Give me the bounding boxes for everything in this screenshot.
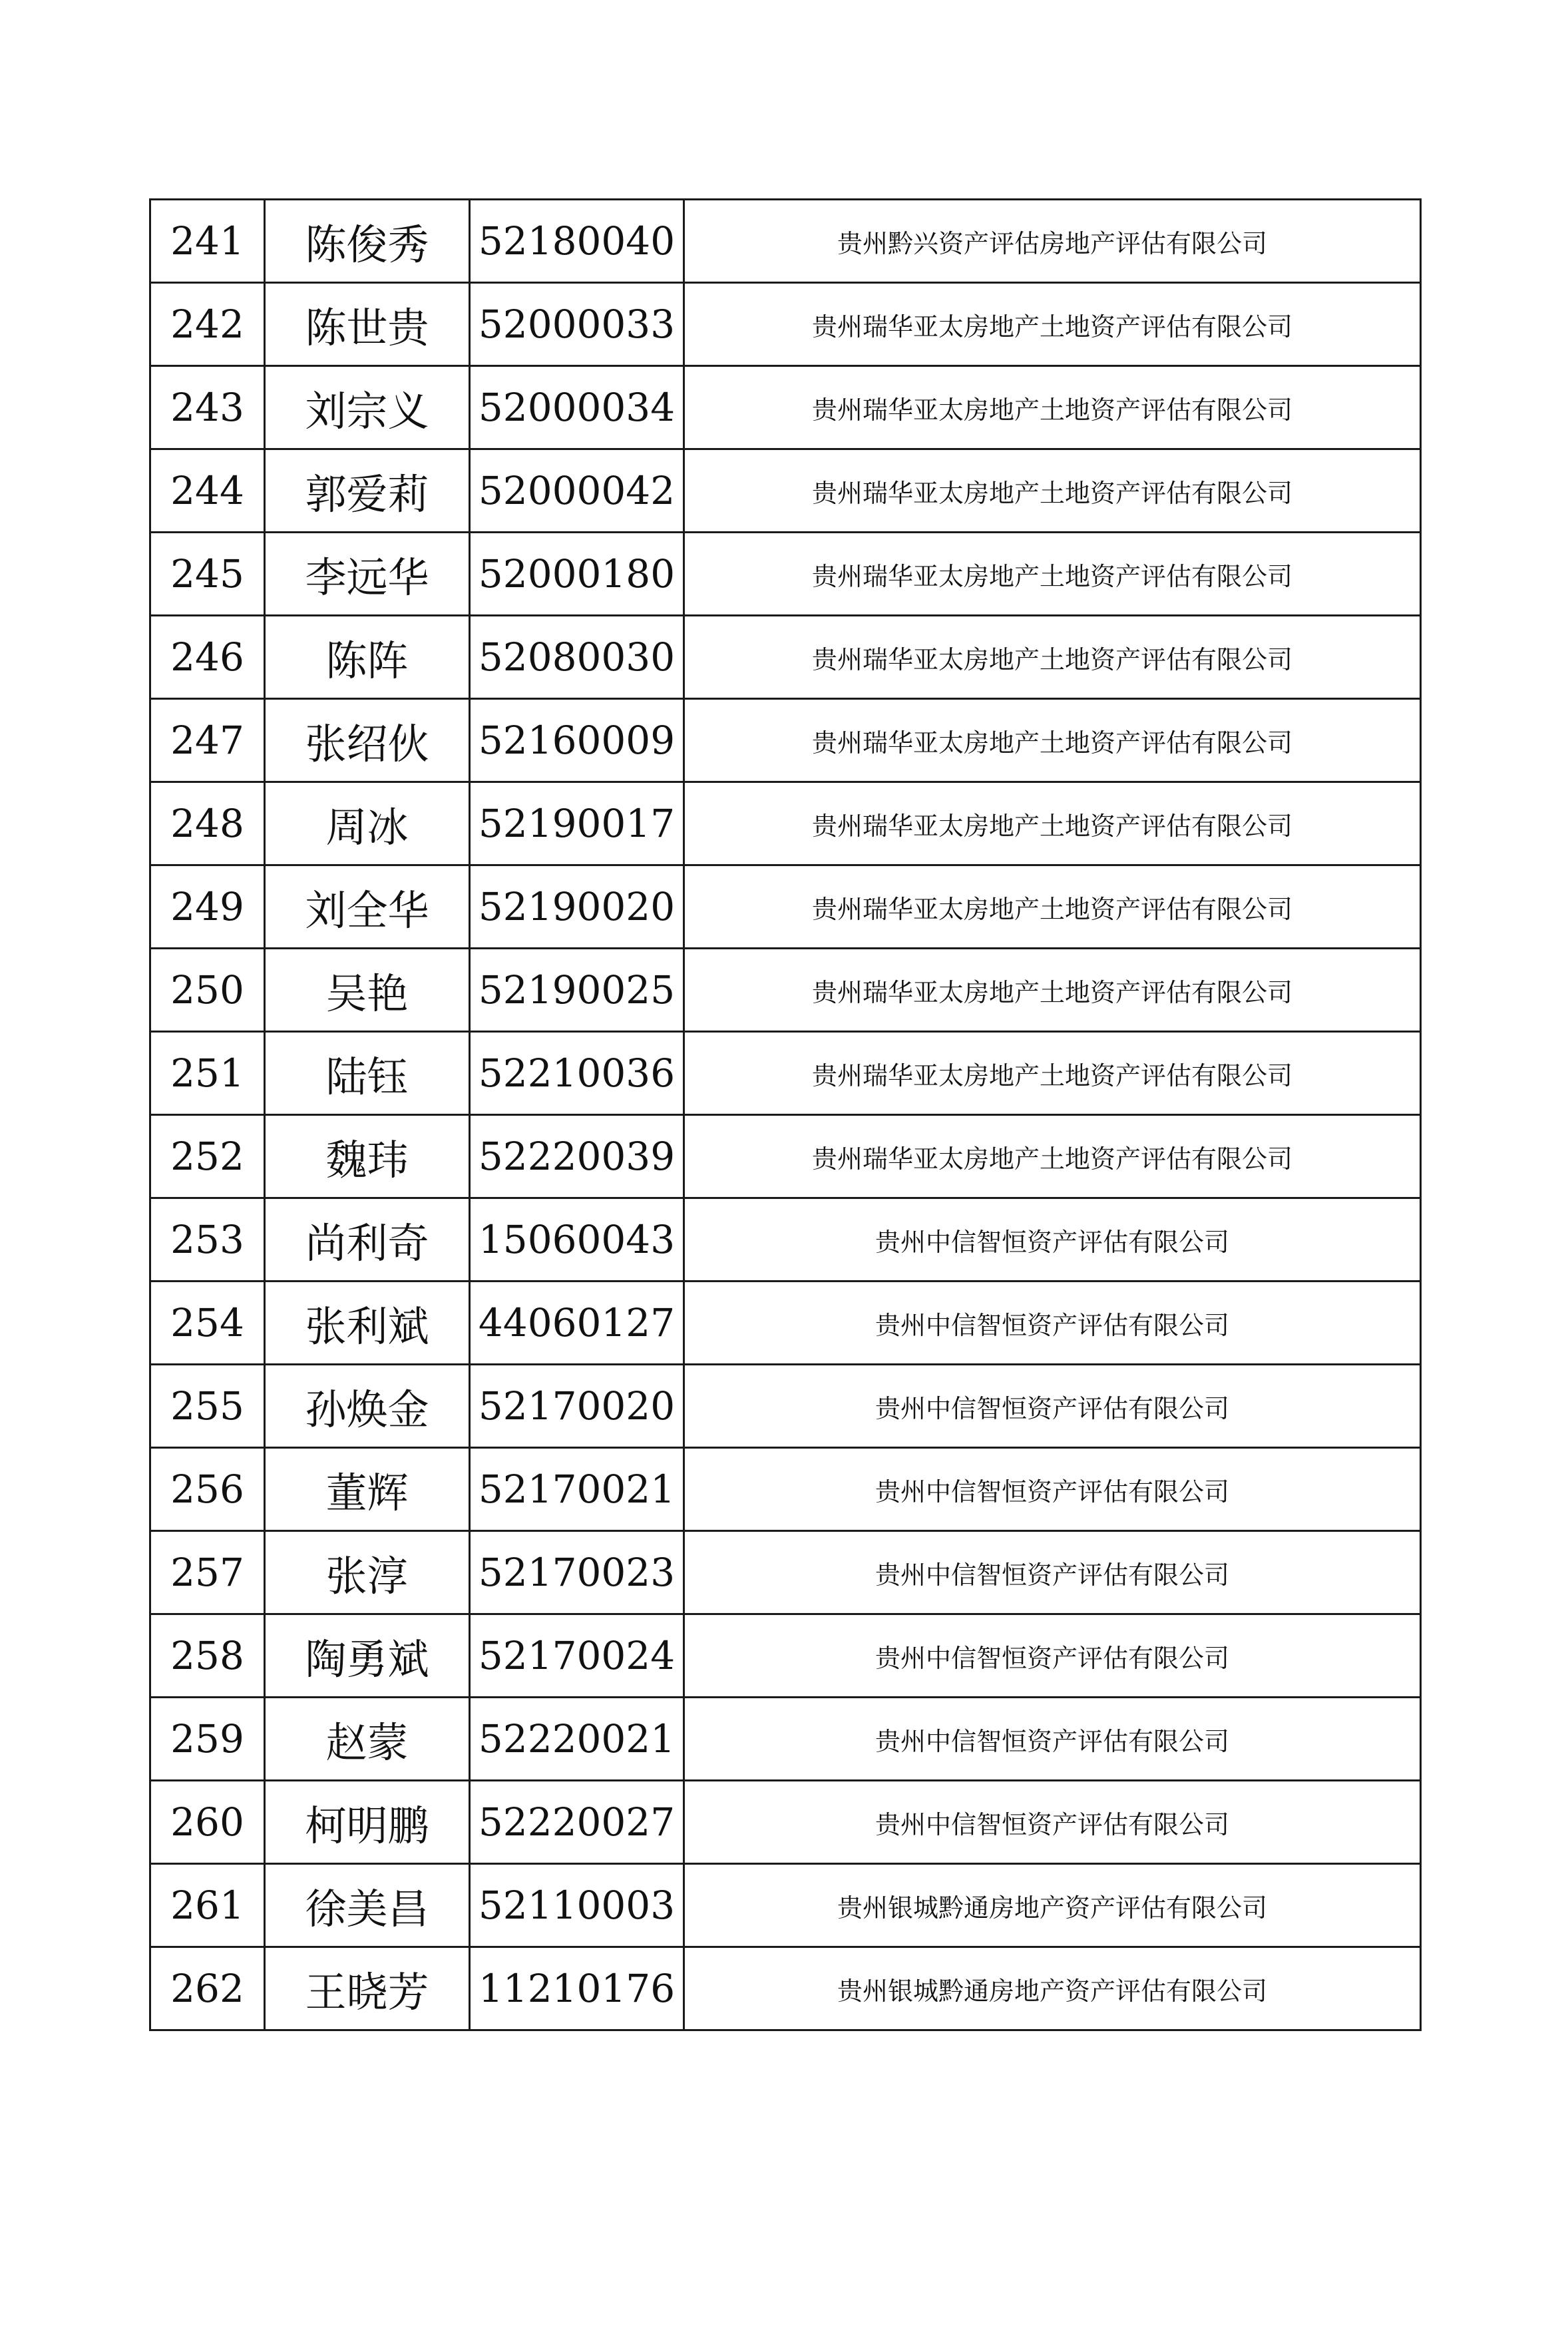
row-number: 246 (150, 616, 265, 699)
person-name: 孙焕金 (265, 1365, 470, 1448)
person-name: 陈阵 (265, 616, 470, 699)
table-row (150, 1282, 1421, 1365)
table-row (150, 1947, 1421, 2030)
table-row (150, 1864, 1421, 1947)
row-number: 259 (150, 1698, 265, 1781)
certificate-number: 52000180 (470, 533, 684, 616)
certificate-number: 15060043 (470, 1198, 684, 1282)
row-number: 244 (150, 449, 265, 533)
person-name: 张利斌 (265, 1282, 470, 1365)
company-name: 贵州银城黔通房地产资产评估有限公司 (684, 1864, 1421, 1947)
row-number: 241 (150, 200, 265, 283)
row-number: 249 (150, 865, 265, 949)
certificate-number: 52180040 (470, 200, 684, 283)
table-row (150, 449, 1421, 533)
certificate-number: 52080030 (470, 616, 684, 699)
row-number: 247 (150, 699, 265, 782)
company-name: 贵州瑞华亚太房地产土地资产评估有限公司 (684, 1115, 1421, 1198)
row-number: 255 (150, 1365, 265, 1448)
row-number: 261 (150, 1864, 265, 1947)
certificate-number: 52170024 (470, 1614, 684, 1698)
row-number: 256 (150, 1448, 265, 1531)
certificate-number: 11210176 (470, 1947, 684, 2030)
certificate-number: 52170023 (470, 1531, 684, 1614)
company-name: 贵州中信智恒资产评估有限公司 (684, 1365, 1421, 1448)
person-name: 陈世贵 (265, 283, 470, 366)
company-name: 贵州瑞华亚太房地产土地资产评估有限公司 (684, 699, 1421, 782)
table-row (150, 1032, 1421, 1115)
person-name: 刘宗义 (265, 366, 470, 449)
table-row (150, 616, 1421, 699)
table-row (150, 1115, 1421, 1198)
company-name: 贵州中信智恒资产评估有限公司 (684, 1282, 1421, 1365)
certificate-number: 52220021 (470, 1698, 684, 1781)
company-name: 贵州瑞华亚太房地产土地资产评估有限公司 (684, 449, 1421, 533)
row-number: 260 (150, 1781, 265, 1864)
table-row (150, 200, 1421, 283)
person-name: 刘全华 (265, 865, 470, 949)
row-number: 253 (150, 1198, 265, 1282)
company-name: 贵州中信智恒资产评估有限公司 (684, 1531, 1421, 1614)
company-name: 贵州中信智恒资产评估有限公司 (684, 1698, 1421, 1781)
table-row (150, 699, 1421, 782)
person-name: 吴艳 (265, 949, 470, 1032)
company-name: 贵州瑞华亚太房地产土地资产评估有限公司 (684, 533, 1421, 616)
row-number: 257 (150, 1531, 265, 1614)
person-name: 徐美昌 (265, 1864, 470, 1947)
certificate-number: 52190025 (470, 949, 684, 1032)
company-name: 贵州中信智恒资产评估有限公司 (684, 1198, 1421, 1282)
table-row (150, 533, 1421, 616)
company-name: 贵州黔兴资产评估房地产评估有限公司 (684, 200, 1421, 283)
person-name: 王晓芳 (265, 1947, 470, 2030)
certificate-number: 52110003 (470, 1864, 684, 1947)
row-number: 262 (150, 1947, 265, 2030)
company-name: 贵州银城黔通房地产资产评估有限公司 (684, 1947, 1421, 2030)
row-number: 254 (150, 1282, 265, 1365)
company-name: 贵州瑞华亚太房地产土地资产评估有限公司 (684, 865, 1421, 949)
certificate-number: 52000042 (470, 449, 684, 533)
person-name: 尚利奇 (265, 1198, 470, 1282)
certificate-number: 52160009 (470, 699, 684, 782)
row-number: 258 (150, 1614, 265, 1698)
table-row (150, 283, 1421, 366)
company-name: 贵州瑞华亚太房地产土地资产评估有限公司 (684, 283, 1421, 366)
certificate-number: 52220039 (470, 1115, 684, 1198)
certificate-number: 52220027 (470, 1781, 684, 1864)
person-name: 张淳 (265, 1531, 470, 1614)
row-number: 250 (150, 949, 265, 1032)
person-name: 李远华 (265, 533, 470, 616)
certificate-number: 52170021 (470, 1448, 684, 1531)
table-row (150, 1448, 1421, 1531)
row-number: 251 (150, 1032, 265, 1115)
table-row (150, 1781, 1421, 1864)
certificate-number: 52210036 (470, 1032, 684, 1115)
table-body (150, 200, 1421, 2030)
certificate-number: 52000034 (470, 366, 684, 449)
person-name: 张绍伙 (265, 699, 470, 782)
row-number: 245 (150, 533, 265, 616)
certificate-number: 44060127 (470, 1282, 684, 1365)
person-name: 周冰 (265, 782, 470, 865)
table-row (150, 1531, 1421, 1614)
company-name: 贵州中信智恒资产评估有限公司 (684, 1781, 1421, 1864)
company-name: 贵州中信智恒资产评估有限公司 (684, 1448, 1421, 1531)
table-row (150, 366, 1421, 449)
person-name: 陆钰 (265, 1032, 470, 1115)
table-row (150, 1614, 1421, 1698)
row-number: 252 (150, 1115, 265, 1198)
row-number: 243 (150, 366, 265, 449)
certificate-number: 52190017 (470, 782, 684, 865)
person-name: 董辉 (265, 1448, 470, 1531)
person-name: 赵蒙 (265, 1698, 470, 1781)
table-row (150, 1365, 1421, 1448)
table-row (150, 949, 1421, 1032)
company-name: 贵州中信智恒资产评估有限公司 (684, 1614, 1421, 1698)
certificate-number: 52170020 (470, 1365, 684, 1448)
certificate-number: 52000033 (470, 283, 684, 366)
company-name: 贵州瑞华亚太房地产土地资产评估有限公司 (684, 949, 1421, 1032)
table-row (150, 1198, 1421, 1282)
table-row (150, 865, 1421, 949)
table-row (150, 1698, 1421, 1781)
company-name: 贵州瑞华亚太房地产土地资产评估有限公司 (684, 1032, 1421, 1115)
certificate-number: 52190020 (470, 865, 684, 949)
person-name: 郭爱莉 (265, 449, 470, 533)
person-name: 陈俊秀 (265, 200, 470, 283)
table-row (150, 782, 1421, 865)
company-name: 贵州瑞华亚太房地产土地资产评估有限公司 (684, 366, 1421, 449)
person-name: 魏玮 (265, 1115, 470, 1198)
person-name: 柯明鹏 (265, 1781, 470, 1864)
company-name: 贵州瑞华亚太房地产土地资产评估有限公司 (684, 616, 1421, 699)
row-number: 248 (150, 782, 265, 865)
company-name: 贵州瑞华亚太房地产土地资产评估有限公司 (684, 782, 1421, 865)
person-name: 陶勇斌 (265, 1614, 470, 1698)
row-number: 242 (150, 283, 265, 366)
appraiser-table (149, 198, 1422, 2031)
